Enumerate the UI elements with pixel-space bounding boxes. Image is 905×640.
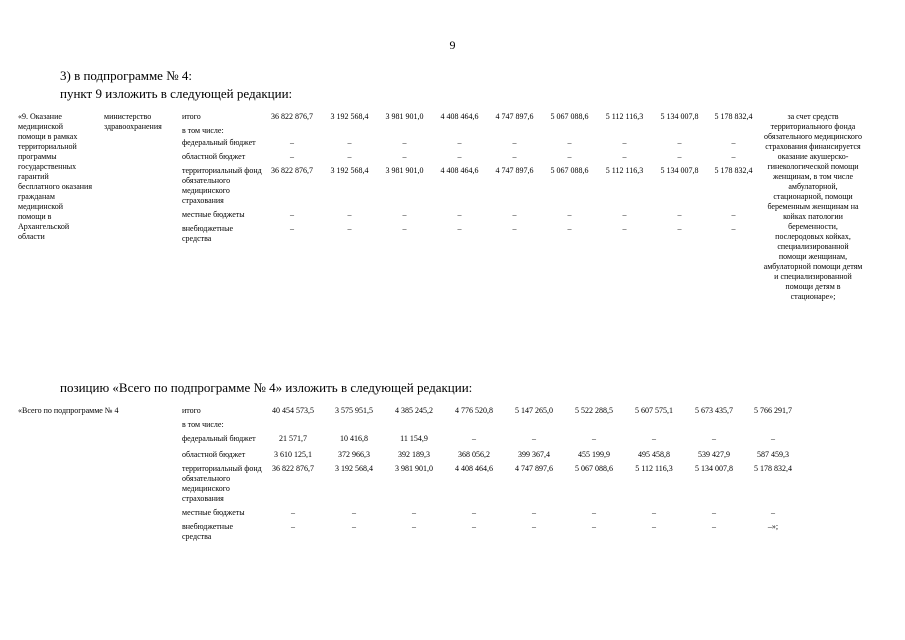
financing-table-total <box>182 406 802 546</box>
value-cell: – <box>567 152 572 161</box>
table-row <box>182 224 760 248</box>
row-label: территориальный фонд обязательного медицинского страхования <box>182 464 262 503</box>
value-cell: – <box>567 224 572 233</box>
value-cell: – <box>712 522 716 531</box>
value-cell <box>444 420 504 434</box>
value-cell: – <box>592 522 596 531</box>
value-cell: 4 385 245,2 <box>395 406 433 415</box>
value-cell: 4 408 464,6 <box>440 112 479 121</box>
item-heading: пункт 9 изложить в следующей редакции: <box>60 86 293 101</box>
value-cell: – <box>512 138 517 147</box>
table-row <box>182 522 802 546</box>
value-cell <box>744 420 802 434</box>
value-cell: – <box>622 138 627 147</box>
value-cell: – <box>290 224 294 233</box>
value-cell: 21 571,7 <box>279 434 307 443</box>
value-cell: 399 367,4 <box>518 450 550 459</box>
row-label: внебюджетные средства <box>182 522 233 541</box>
value-cell: – <box>532 508 536 517</box>
value-cell <box>652 126 707 138</box>
value-cell: 5 134 007,8 <box>695 464 733 473</box>
value-cell: 4 747 897,6 <box>495 166 534 175</box>
value-cell: – <box>622 210 627 219</box>
row-label: в том числе: <box>182 420 224 429</box>
value-cell: 539 427,9 <box>698 450 730 459</box>
value-cell: 5 147 265,0 <box>515 406 553 415</box>
value-cell: – <box>347 152 352 161</box>
value-cell: – <box>472 434 476 443</box>
value-cell <box>597 126 652 138</box>
row-label: итого <box>182 406 201 415</box>
value-cell: – <box>532 434 536 443</box>
value-cell: 4 747 897,6 <box>515 464 553 473</box>
value-cell: – <box>592 434 596 443</box>
value-cell: – <box>457 224 462 233</box>
financing-note: за счет средств территориального фонда обязательного медицинского страхования финансируется оказание акушерско-гинекологической помощи женщинам, в том числе амбулаторной, стационарной, помощи беременным женщинам на койках патологии беременности, послеродовых койках, специализированной помощи женщинам, амбулаторной помощи детям и специализированной помощи детям в стационаре»; <box>763 112 863 301</box>
value-cell <box>322 126 377 138</box>
table-row <box>182 112 760 126</box>
value-cell: 392 189,3 <box>398 450 430 459</box>
value-cell: – <box>457 210 462 219</box>
row-label: в том числе: <box>182 126 224 135</box>
value-cell: – <box>731 152 736 161</box>
value-cell: – <box>731 138 736 147</box>
table-row <box>182 450 802 464</box>
value-cell <box>487 126 542 138</box>
value-cell: 4 776 520,8 <box>455 406 493 415</box>
value-cell: 3 981 901,0 <box>395 464 433 473</box>
row-label: областной бюджет <box>182 450 246 459</box>
value-cell <box>377 126 432 138</box>
value-cell: – <box>512 152 517 161</box>
row-label: итого <box>182 112 201 121</box>
value-cell: 5 134 007,8 <box>660 166 699 175</box>
value-cell: 4 747 897,6 <box>495 112 534 121</box>
value-cell: – <box>532 522 536 531</box>
table-row <box>182 420 802 434</box>
value-cell: 40 454 573,5 <box>272 406 314 415</box>
value-cell: – <box>512 224 517 233</box>
value-cell: 5 673 435,7 <box>695 406 733 415</box>
value-cell: 5 607 575,1 <box>635 406 673 415</box>
value-cell: 5 766 291,7 <box>754 406 792 415</box>
table-row <box>182 434 802 450</box>
value-cell: – <box>771 508 775 517</box>
value-cell: – <box>402 210 407 219</box>
value-cell <box>384 420 444 434</box>
value-cell: 372 966,3 <box>338 450 370 459</box>
value-cell: – <box>290 210 294 219</box>
value-cell: 5 112 116,3 <box>635 464 673 473</box>
value-cell: – <box>677 210 682 219</box>
value-cell: 5 178 832,4 <box>754 464 792 473</box>
value-cell: 495 458,8 <box>638 450 670 459</box>
value-cell: – <box>622 224 627 233</box>
value-cell: 11 154,9 <box>400 434 428 443</box>
value-cell: 3 610 125,1 <box>274 450 312 459</box>
value-cell: – <box>677 224 682 233</box>
subprogram-heading: 3) в подпрограмме № 4: <box>60 68 192 83</box>
value-cell: 36 822 876,7 <box>272 464 314 473</box>
value-cell: – <box>731 210 736 219</box>
value-cell: 3 192 568,4 <box>330 166 369 175</box>
value-cell: – <box>712 508 716 517</box>
value-cell: – <box>567 210 572 219</box>
table-row <box>182 210 760 224</box>
value-cell: – <box>652 434 656 443</box>
value-cell: – <box>290 152 294 161</box>
value-cell: – <box>512 210 517 219</box>
row-label: областной бюджет <box>182 152 246 161</box>
value-cell: – <box>352 522 356 531</box>
value-cell: – <box>402 152 407 161</box>
value-cell: – <box>402 138 407 147</box>
value-cell: 5 067 088,6 <box>550 166 589 175</box>
value-cell: – <box>567 138 572 147</box>
table-row <box>182 126 760 138</box>
value-cell: – <box>622 152 627 161</box>
value-cell: 3 192 568,4 <box>335 464 373 473</box>
value-cell: – <box>412 522 416 531</box>
value-cell: – <box>402 224 407 233</box>
value-cell: 5 112 116,3 <box>605 112 644 121</box>
value-cell: 3 192 568,4 <box>330 112 369 121</box>
value-cell: – <box>712 434 716 443</box>
value-cell: – <box>472 522 476 531</box>
financing-table-item-9 <box>182 112 760 248</box>
value-cell: – <box>771 434 775 443</box>
value-cell: – <box>731 224 736 233</box>
value-cell: 368 056,2 <box>458 450 490 459</box>
item-description: «9. Оказание медицинской помощи в рамках территориальной программы государственных гарантий бесплатного оказания гражданам медицинской помощи в Архангельской области <box>18 112 93 241</box>
value-cell: – <box>677 138 682 147</box>
value-cell <box>262 126 322 138</box>
table-row <box>182 138 760 152</box>
value-cell: 5 134 007,8 <box>660 112 699 121</box>
value-cell: – <box>677 152 682 161</box>
row-label: территориальный фонд обязательного медицинского страхования <box>182 166 262 205</box>
value-cell: 455 199,9 <box>578 450 610 459</box>
value-cell <box>707 126 760 138</box>
value-cell: – <box>412 508 416 517</box>
page-number: 9 <box>449 38 456 52</box>
value-cell: 4 408 464,6 <box>440 166 479 175</box>
value-cell: 3 981 901,0 <box>385 166 424 175</box>
value-cell: 5 067 088,6 <box>550 112 589 121</box>
value-cell <box>542 126 597 138</box>
value-cell: 5 112 116,3 <box>605 166 644 175</box>
value-cell <box>624 420 684 434</box>
value-cell: – <box>347 210 352 219</box>
total-label: «Всего по подпрограмме № 4 <box>18 406 119 415</box>
value-cell <box>432 126 487 138</box>
table-row <box>182 464 802 508</box>
value-cell: 36 822 876,7 <box>271 112 313 121</box>
total-heading: позицию «Всего по подпрограмме № 4» изложить в следующей редакции: <box>60 380 473 395</box>
value-cell: – <box>347 138 352 147</box>
value-cell: 3 981 901,0 <box>385 112 424 121</box>
value-cell: 4 408 464,6 <box>455 464 493 473</box>
value-cell: 36 822 876,7 <box>271 166 313 175</box>
value-cell: – <box>352 508 356 517</box>
value-cell: – <box>652 508 656 517</box>
value-cell: – <box>652 522 656 531</box>
row-label: местные бюджеты <box>182 508 245 517</box>
value-cell: – <box>290 138 294 147</box>
value-cell: –»; <box>767 522 779 531</box>
value-cell <box>324 420 384 434</box>
row-label: федеральный бюджет <box>182 138 256 147</box>
value-cell: – <box>592 508 596 517</box>
value-cell: – <box>291 522 295 531</box>
table-row <box>182 166 760 210</box>
value-cell: – <box>472 508 476 517</box>
value-cell: 5 178 832,4 <box>714 112 753 121</box>
value-cell: 5 522 288,5 <box>575 406 613 415</box>
row-label: местные бюджеты <box>182 210 245 219</box>
value-cell: 10 416,8 <box>340 434 368 443</box>
table-row <box>182 406 802 420</box>
table-row <box>182 508 802 522</box>
value-cell: 5 067 088,6 <box>575 464 613 473</box>
executor: министерство здравоохранения <box>104 112 162 131</box>
value-cell: 3 575 951,5 <box>335 406 373 415</box>
value-cell: – <box>347 224 352 233</box>
value-cell: – <box>457 152 462 161</box>
value-cell: – <box>457 138 462 147</box>
row-label: федеральный бюджет <box>182 434 256 443</box>
value-cell <box>684 420 744 434</box>
value-cell: 587 459,3 <box>757 450 789 459</box>
value-cell: 5 178 832,4 <box>714 166 753 175</box>
value-cell: – <box>291 508 295 517</box>
value-cell <box>504 420 564 434</box>
value-cell <box>564 420 624 434</box>
value-cell <box>262 420 324 434</box>
table-row <box>182 152 760 166</box>
row-label: внебюджетные средства <box>182 224 233 243</box>
